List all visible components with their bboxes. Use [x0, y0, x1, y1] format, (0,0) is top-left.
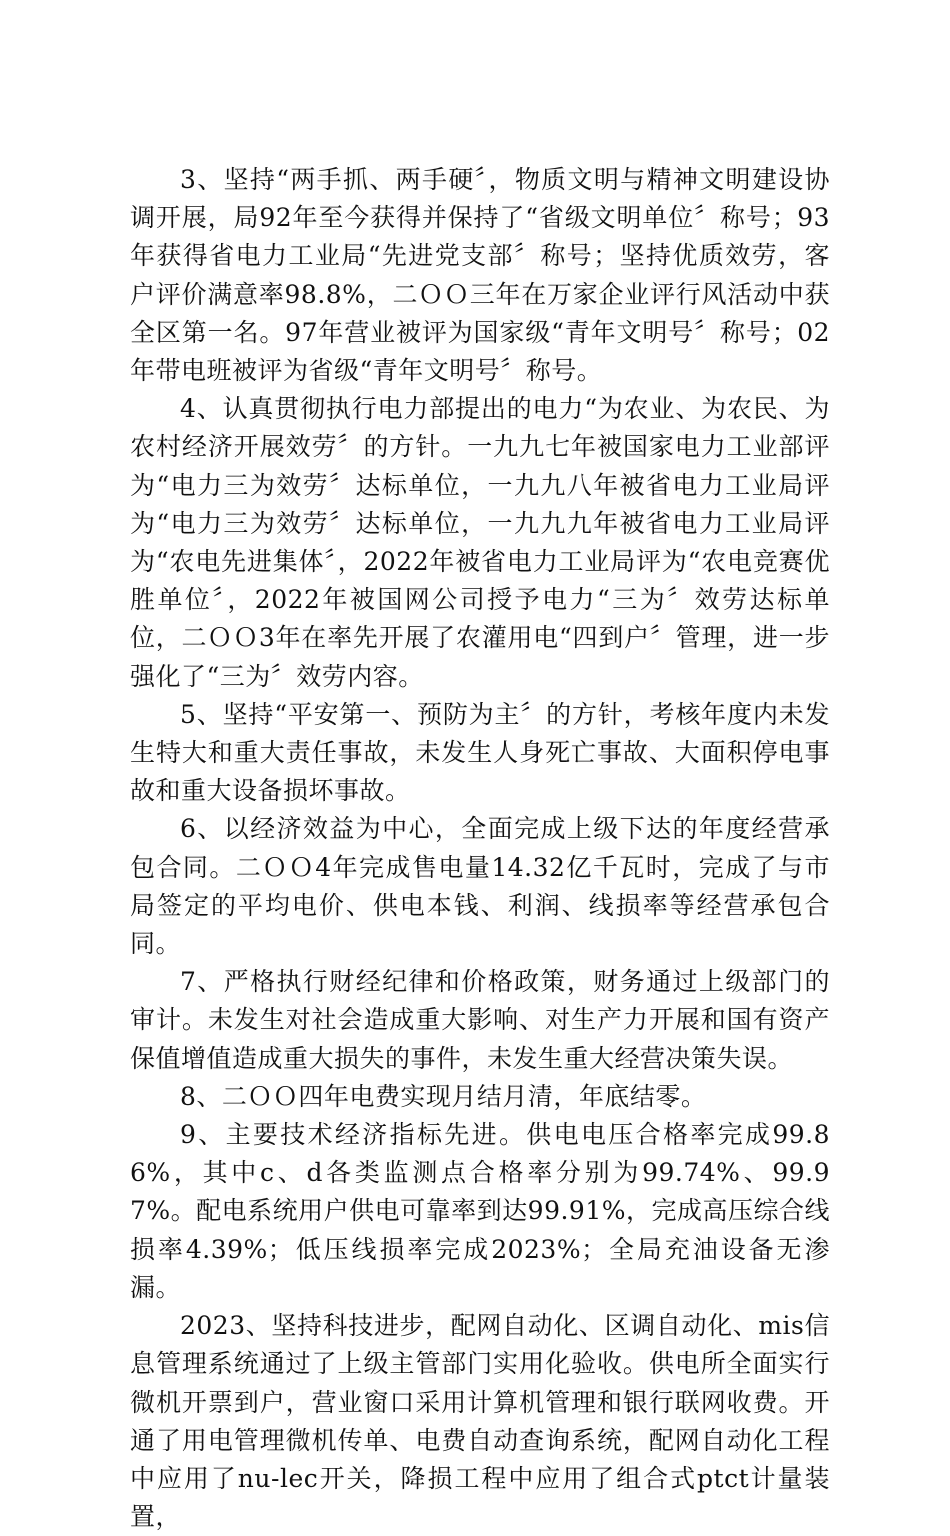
paragraph-3: 3、坚持“两手抓、两手硬〞，物质文明与精神文明建设协调开展，局92年至今获得并保持了“省级文明单位〞称号；93年获得省电力工业局“先进党支部〞称号；坚持优质效劳，客户评价满意率98.8%，二ＯＯ三年在万家企业评行风活动中获全区第一名。97年营业被评为国家级“青年文明号〞称号；02年带电班被评为省级“青年文明号〞称号。	[130, 165, 830, 386]
document-body	[130, 161, 830, 1536]
paragraph-8: 8、二ＯＯ四年电费实现月结月清，年底结零。	[180, 1081, 707, 1111]
paragraph-9: 9、主要技术经济指标先进。供电电压合格率完成99.86%，其中c、d各类监测点合格率分别为99.74%、99.97%。配电系统用户供电可靠率到达99.91%，完成高压综合线损率4.39%；低压线损率完成2023%；全局充油设备无渗漏。	[130, 1120, 830, 1302]
paragraph-7: 7、严格执行财经纪律和价格政策，财务通过上级部门的审计。未发生对社会造成重大影响、对生产力开展和国有资产保值增值造成重大损失的事件，未发生重大经营决策失误。	[130, 967, 830, 1073]
paragraph-2023: 2023、坚持科技进步，配网自动化、区调自动化、mis信息管理系统通过了上级主管部门实用化验收。供电所全面实行微机开票到户，营业窗口采用计算机管理和银行联网收费。开通了用电管理微机传单、电费自动查询系统，配网自动化工程中应用了nu-lec开关，降损工程中应用了组合式ptct计量装置，	[130, 1311, 830, 1532]
paragraph-5: 5、坚持“平安第一、预防为主〞的方针，考核年度内未发生特大和重大责任事故，未发生人身死亡事故、大面积停电事故和重大设备损坏事故。	[130, 699, 830, 806]
paragraph-4: 4、认真贯彻执行电力部提出的电力“为农业、为农民、为农村经济开展效劳〞的方针。一九九七年被国家电力工业部评为“电力三为效劳〞达标单位，一九九八年被省电力工业局评为“电力三为效劳〞达标单位，一九九九年被省电力工业局评为“农电先进集体〞，2022年被省电力工业局评为“农电竞赛优胜单位〞，2022年被国网公司授予电力“三为〞效劳达标单位，二ＯＯ3年在率先开展了农灌用电“四到户〞管理，进一步强化了“三为〞效劳内容。	[130, 394, 830, 691]
paragraph-6: 6、以经济效益为中心，全面完成上级下达的年度经营承包合同。二ＯＯ4年完成售电量14.32亿千瓦时，完成了与市局签定的平均电价、供电本钱、利润、线损率等经营承包合同。	[130, 814, 830, 959]
